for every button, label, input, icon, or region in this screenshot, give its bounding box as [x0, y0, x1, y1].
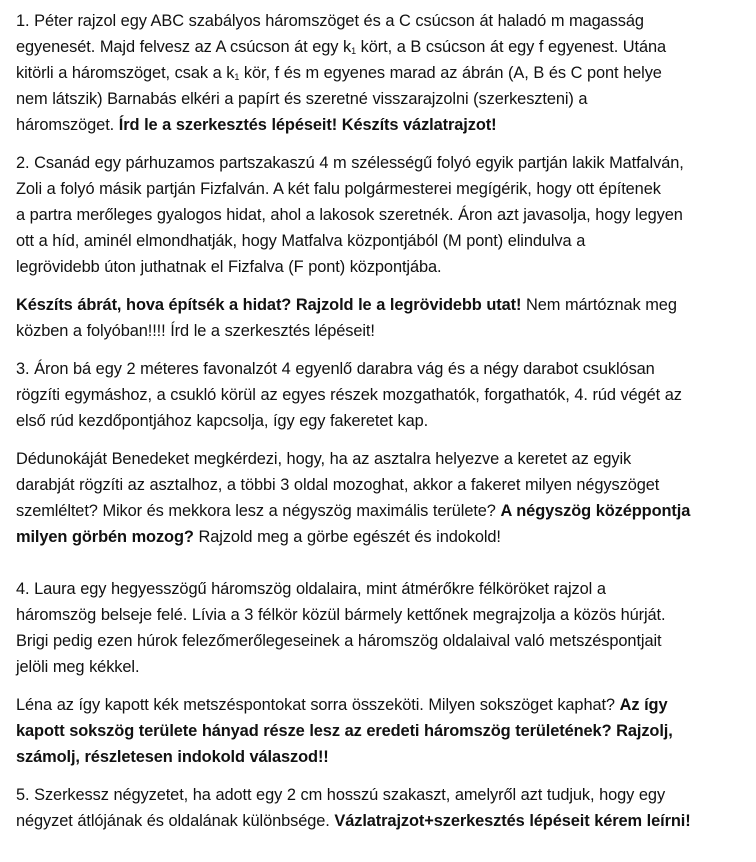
text-line	[16, 718, 742, 744]
text-run: 3. Áron bá egy 2 méteres favonalzót 4 egyenlő darabra vág és a négy darabot csuklósan	[16, 360, 655, 378]
text-run: 4. Laura egy hegyesszögű háromszög oldalaira, mint átmérőkre félköröket rajzol a	[16, 580, 606, 598]
text-line	[16, 34, 742, 60]
text-line	[16, 524, 742, 550]
bold-text: Írd le a szerkesztés lépéseit! Készíts vázlatrajzot!	[118, 116, 497, 134]
text-run: a partra merőleges gyalogos hidat, ahol a lakosok szeretnék. Áron azt javasolja, hogy legyen	[16, 206, 683, 224]
text-run: szemléltet? Mikor és mekkora lesz a négyszög maximális területe?	[16, 502, 501, 520]
text-line	[16, 150, 742, 176]
text-line	[16, 744, 742, 770]
text-run: közben a folyóban!!!! Írd le a szerkesztés lépéseit!	[16, 322, 375, 340]
text-run: négyzet átlójának és oldalának különbsége.	[16, 812, 335, 830]
text-line	[16, 576, 742, 602]
paragraph-problem-3-task	[16, 446, 742, 550]
text-run: Dédunokáját Benedeket megkérdezi, hogy, ha az asztalra helyezve a keretet az egyik	[16, 450, 632, 468]
text-line	[16, 318, 742, 344]
text-run: 2. Csanád egy párhuzamos partszakaszú 4 m szélességű folyó egyik partján lakik Matfalván,	[16, 154, 684, 172]
text-run: Rajzold meg a görbe egészét és indokold!	[193, 528, 501, 546]
text-run: Zoli a folyó másik partján Fizfalván. A két falu polgármesterei megígérik, hogy ott építenek	[16, 180, 661, 198]
text-line	[16, 692, 742, 718]
bold-text: A négyszög középpontja	[500, 502, 691, 520]
text-line	[16, 628, 742, 654]
paragraph-problem-2-task	[16, 292, 742, 344]
paragraph-problem-2	[16, 150, 742, 280]
text-line	[16, 112, 742, 138]
bold-text: Vázlatrajzot+szerkesztés lépéseit kérem leírni!	[334, 812, 691, 830]
bold-text: számolj, részletesen indokold válaszod!!	[16, 748, 329, 766]
text-line	[16, 808, 742, 834]
text-line	[16, 498, 742, 524]
paragraph-problem-4-task	[16, 692, 742, 770]
text-run: háromszöget.	[16, 116, 119, 134]
paragraph-problem-1	[16, 8, 742, 138]
text-line	[16, 782, 742, 808]
text-run: nem látszik) Barnabás elkéri a papírt és szeretné visszarajzolni (szerkeszteni) a	[16, 90, 588, 108]
paragraph-problem-4	[16, 576, 742, 680]
text-line	[16, 602, 742, 628]
text-line	[16, 254, 742, 280]
text-run: ott a híd, aminél elmondhatják, hogy Matfalva központjából (M pont) elindulva a	[16, 232, 586, 250]
text-run: kör, f és m egyenes marad az ábrán (A, B és C pont helye	[239, 64, 662, 82]
text-line	[16, 382, 742, 408]
text-line	[16, 86, 742, 112]
text-run: rögzíti egymáshoz, a csukló körül az egyes részek mozgathatók, forgathatók, 4. rúd végét az	[16, 386, 682, 404]
text-run: 5. Szerkessz négyzetet, ha adott egy 2 cm hosszú szakaszt, amelyről azt tudjuk, hogy egy	[16, 786, 666, 804]
bold-text: milyen görbén mozog?	[16, 528, 194, 546]
bold-text: Készíts ábrát, hova építsék a hidat? Rajzold le a legrövidebb utat!	[16, 296, 522, 314]
text-run: kitörli a háromszöget, csak a k	[16, 64, 235, 82]
text-run: 1. Péter rajzol egy ABC szabályos háromszöget és a C csúcson át haladó m magasság	[16, 12, 644, 30]
text-line	[16, 292, 742, 318]
text-run: Brigi pedig ezen húrok felezőmerőlegeseinek a háromszög oldalaival való metszéspontjait	[16, 632, 662, 650]
text-line	[16, 446, 742, 472]
subscript: 1	[234, 72, 240, 82]
text-line	[16, 8, 742, 34]
text-run: kört, a B csúcson át egy f egyenest. Utána	[356, 38, 667, 56]
text-run: Nem mártóznak meg	[521, 296, 677, 314]
text-line	[16, 356, 742, 382]
text-run: darabját rögzíti az asztalhoz, a többi 3 oldal mozoghat, akkor a fakeret milyen négyszöget	[16, 476, 660, 494]
text-line	[16, 228, 742, 254]
subscript: 1	[351, 46, 357, 56]
text-line	[16, 654, 742, 680]
text-line	[16, 202, 742, 228]
text-run: legrövidebb úton juthatnak el Fizfalva (F pont) központjába.	[16, 258, 442, 276]
paragraph-problem-5	[16, 782, 742, 834]
text-line	[16, 408, 742, 434]
text-line	[16, 176, 742, 202]
text-run: első rúd kezdőpontjához kapcsolja, így egy fakeretet kap.	[16, 412, 429, 430]
bold-text: kapott sokszög területe hányad része lesz az eredeti háromszög területének? Rajzolj,	[16, 722, 673, 740]
text-run: Léna az így kapott kék metszéspontokat sorra összeköti. Milyen sokszöget kaphat?	[16, 696, 620, 714]
text-run: egyenesét. Majd felvesz az A csúcson át egy k	[16, 38, 352, 56]
text-line	[16, 60, 742, 86]
text-run: háromszög belseje felé. Lívia a 3 félkör közül bármely kettőnek megrajzolja a közös húrját.	[16, 606, 666, 624]
paragraph-problem-3	[16, 356, 742, 434]
bold-text: Az így	[619, 696, 668, 714]
text-line	[16, 472, 742, 498]
text-run: jelöli meg kékkel.	[16, 658, 140, 676]
